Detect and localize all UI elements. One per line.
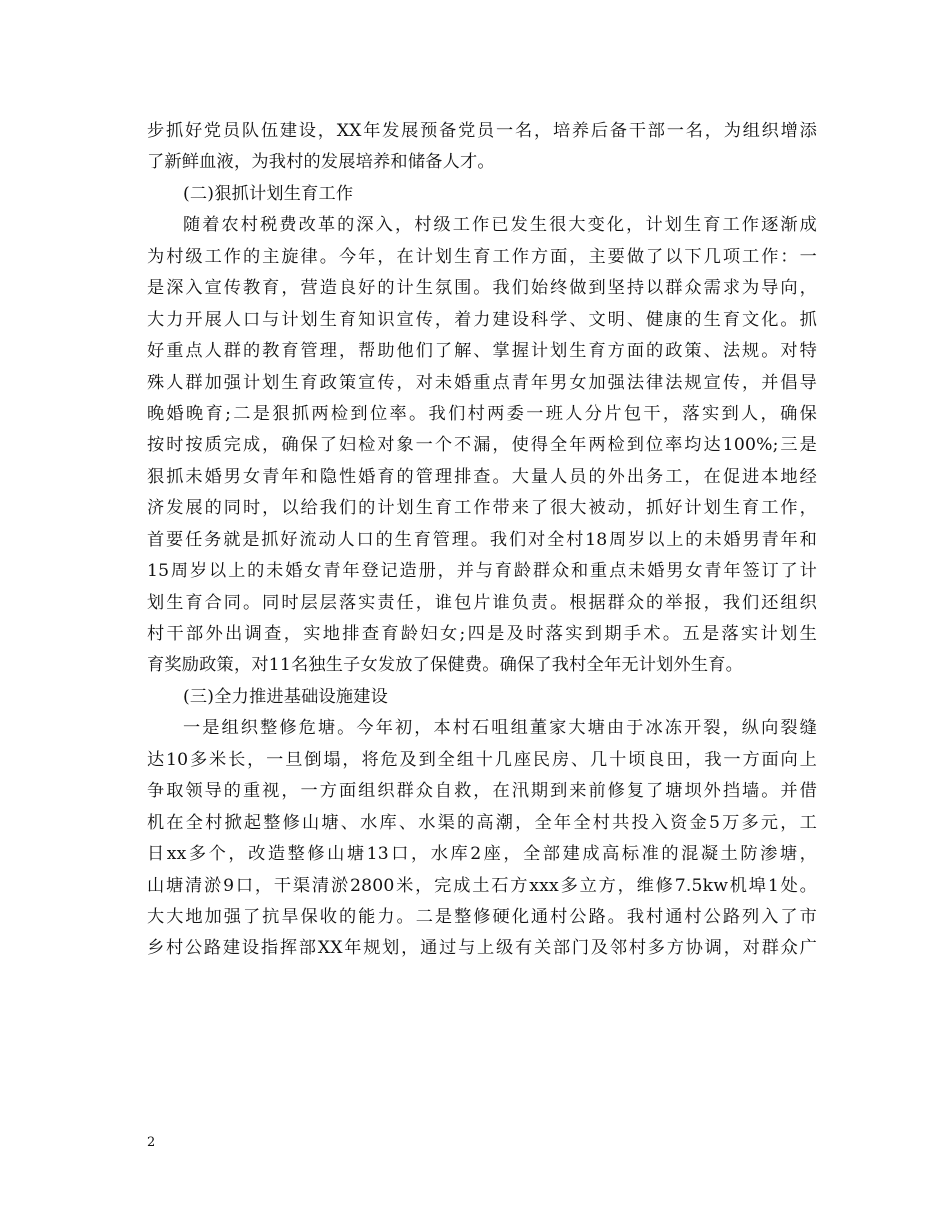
text-line: 育奖励政策，对11名独生子女发放了保健费。确保了我村全年无计划外生育。 bbox=[147, 655, 744, 676]
text-line: 大力开展人口与计划生育知识宣传，着力建设科学、文明、健康的生育文化。抓 bbox=[147, 309, 817, 330]
text-line: 乡村公路建设指挥部XX年规划，通过与上级有关部门及邻村多方协调，对群众广 bbox=[147, 938, 817, 959]
text-line: 大大地加强了抗旱保收的能力。二是整修硬化通村公路。我村通村公路列入了市 bbox=[147, 906, 817, 927]
text-line: 按时按质完成，确保了妇检对象一个不漏，使得全年两检到位率均达100%;三是 bbox=[147, 435, 817, 456]
text-line: 达10多米长，一旦倒塌，将危及到全组十几座民房、几十顷良田，我一方面向上 bbox=[147, 749, 817, 770]
text-line: 日xx多个，改造整修山塘13口，水库2座，全部建成高标准的混凝土防渗塘， bbox=[147, 844, 817, 865]
document-body bbox=[147, 116, 817, 965]
text-line: 殊人群加强计划生育政策宣传，对未婚重点青年男女加强法律法规宣传，并倡导 bbox=[147, 372, 817, 393]
text-line: 机在全村掀起整修山塘、水库、水渠的高潮，全年全村共投入资金5万多元，工 bbox=[147, 812, 817, 833]
text-line: 狠抓未婚男女青年和隐性婚育的管理排查。大量人员的外出务工，在促进本地经 bbox=[147, 466, 817, 487]
text-line: 争取领导的重视，一方面组织群众自救，在汛期到来前修复了塘坝外挡墙。并借 bbox=[147, 781, 817, 802]
text-line: 是深入宣传教育，营造良好的计生氛围。我们始终做到坚持以群众需求为导向， bbox=[147, 278, 817, 299]
text-line: 步抓好党员队伍建设，XX年发展预备党员一名，培养后备干部一名，为组织增添 bbox=[147, 121, 817, 141]
text-line: 好重点人群的教育管理，帮助他们了解、掌握计划生育方面的政策、法规。对特 bbox=[147, 341, 817, 362]
text-line: 15周岁以上的未婚女青年登记造册，并与育龄群众和重点未婚男女青年签订了计 bbox=[147, 561, 817, 582]
text-line: 晚婚晚育;二是狠抓两检到位率。我们村两委一班人分片包干，落实到人，确保 bbox=[147, 403, 817, 424]
text-line: 村干部外出调查，实地排查育龄妇女;四是及时落实到期手术。五是落实计划生 bbox=[147, 624, 817, 644]
text-line: 一是组织整修危塘。今年初，本村石咀组董家大塘由于冰冻开裂，纵向裂缝 bbox=[183, 718, 817, 739]
text-line: 随着农村税费改革的深入，村级工作已发生很大变化，计划生育工作逐渐成 bbox=[183, 215, 817, 236]
page-number: 2 bbox=[147, 1135, 156, 1150]
text-line: 了新鲜血液，为我村的发展培养和储备人才。 bbox=[147, 152, 495, 173]
section-heading: (二)狠抓计划生育工作 bbox=[183, 183, 354, 204]
text-line: 划生育合同。同时层层落实责任，谁包片谁负责。根据群众的举报，我们还组织 bbox=[147, 592, 817, 613]
text-line: 为村级工作的主旋律。今年，在计划生育工作方面，主要做了以下几项工作：一 bbox=[147, 246, 817, 267]
text-line: 济发展的同时，以给我们的计划生育工作带来了很大被动，抓好计划生育工作， bbox=[147, 498, 817, 519]
section-heading: (三)全力推进基础设施建设 bbox=[183, 686, 389, 707]
text-line: 首要任务就是抓好流动人口的生育管理。我们对全村18周岁以上的未婚男青年和 bbox=[147, 529, 817, 550]
text-line: 山塘清淤9口，干渠清淤2800米，完成土石方xxx多立方，维修7.5kw机埠1处。 bbox=[147, 875, 817, 896]
